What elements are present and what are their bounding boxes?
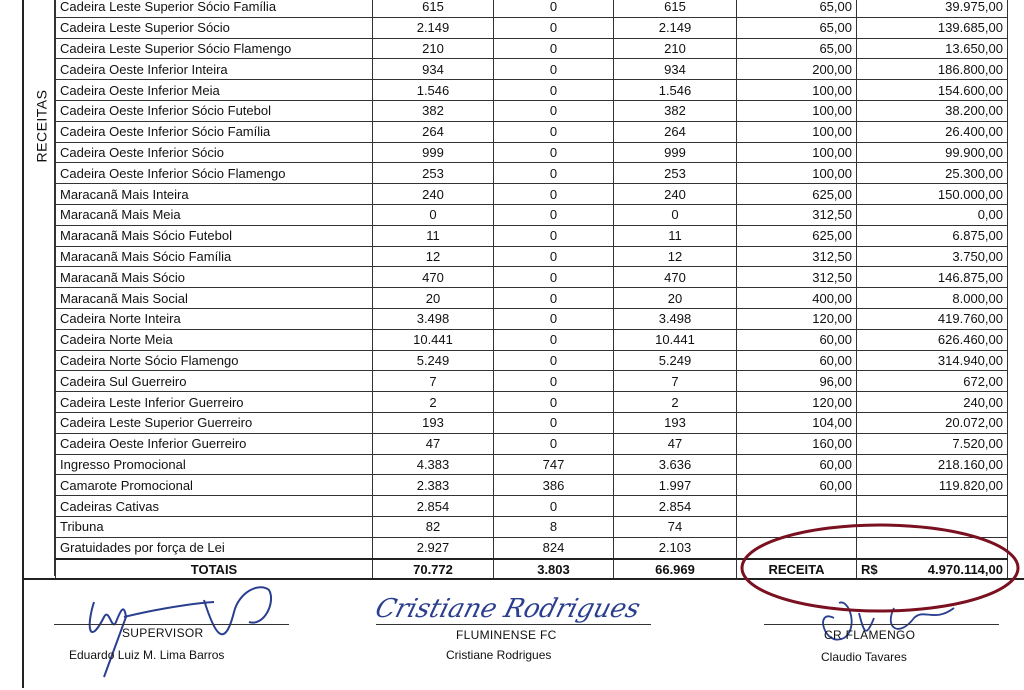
fluminense-role: FLUMINENSE FC [456,628,557,642]
table-row [56,38,1008,59]
row-qty-paid: 193 [614,412,737,433]
row-qty-free: 0 [494,288,614,309]
row-qty-free: 0 [494,38,614,59]
row-qty-total: 615 [373,0,494,17]
row-price: 65,00 [737,17,857,38]
row-name: Cadeira Oeste Inferior Sócio [56,142,373,163]
row-qty-total: 264 [373,121,494,142]
row-qty-paid: 3.498 [614,308,737,329]
row-qty-free: 0 [494,433,614,454]
row-price: 100,00 [737,142,857,163]
row-revenue: 26.400,00 [857,121,1008,142]
row-qty-paid: 3.636 [614,454,737,475]
row-name: Maracanã Mais Social [56,288,373,309]
row-revenue: 7.520,00 [857,433,1008,454]
row-name: Cadeira Norte Sócio Flamengo [56,350,373,371]
row-revenue: 146.875,00 [857,267,1008,288]
row-price: 100,00 [737,80,857,101]
supervisor-name: Eduardo Luiz M. Lima Barros [69,648,225,662]
row-qty-paid: 20 [614,288,737,309]
row-revenue [857,537,1008,558]
row-revenue: 38.200,00 [857,100,1008,121]
row-qty-paid: 1.997 [614,475,737,496]
row-qty-paid: 934 [614,59,737,80]
row-revenue: 25.300,00 [857,163,1008,184]
flamengo-signature-line [764,624,999,625]
row-name: Cadeira Sul Guerreiro [56,371,373,392]
row-revenue: 20.072,00 [857,412,1008,433]
row-qty-paid: 2.103 [614,537,737,558]
row-price: 312,50 [737,267,857,288]
row-name: Ingresso Promocional [56,454,373,475]
row-qty-total: 470 [373,267,494,288]
row-price [737,496,857,517]
row-name: Maracanã Mais Inteira [56,184,373,205]
table-row [56,433,1008,454]
row-qty-free: 0 [494,204,614,225]
row-qty-free: 0 [494,121,614,142]
row-price: 625,00 [737,184,857,205]
table-row [56,412,1008,433]
row-revenue [857,496,1008,517]
row-qty-total: 2 [373,392,494,413]
row-price: 104,00 [737,412,857,433]
row-qty-paid: 382 [614,100,737,121]
table-row [56,121,1008,142]
table-row [56,371,1008,392]
row-qty-total: 2.854 [373,496,494,517]
row-revenue: 39.975,00 [857,0,1008,17]
row-qty-total: 253 [373,163,494,184]
row-qty-total: 82 [373,516,494,537]
table-row [56,100,1008,121]
row-name: Cadeira Norte Meia [56,329,373,350]
row-qty-free: 0 [494,17,614,38]
row-name: Cadeira Leste Superior Sócio Flamengo [56,38,373,59]
row-qty-total: 20 [373,288,494,309]
row-qty-paid: 470 [614,267,737,288]
row-price: 100,00 [737,100,857,121]
row-price: 65,00 [737,0,857,17]
flamengo-role: CR FLAMENGO [824,628,916,642]
row-price [737,537,857,558]
row-revenue: 218.160,00 [857,454,1008,475]
currency-symbol: R$ [861,561,878,577]
row-price: 60,00 [737,475,857,496]
row-qty-paid: 2.854 [614,496,737,517]
row-qty-paid: 2 [614,392,737,413]
row-name: Maracanã Mais Sócio Futebol [56,225,373,246]
fluminense-signature-line [376,624,651,625]
row-price: 400,00 [737,288,857,309]
row-name: Cadeira Oeste Inferior Sócio Flamengo [56,163,373,184]
row-qty-free: 386 [494,475,614,496]
row-qty-paid: 999 [614,142,737,163]
row-qty-free: 8 [494,516,614,537]
row-qty-total: 240 [373,184,494,205]
row-qty-total: 2.927 [373,537,494,558]
table-row [56,184,1008,205]
row-qty-free: 0 [494,225,614,246]
row-qty-free: 0 [494,308,614,329]
row-qty-total: 11 [373,225,494,246]
totals-b: 3.803 [494,559,614,580]
row-name: Cadeira Leste Superior Guerreiro [56,412,373,433]
row-revenue [857,516,1008,537]
row-qty-paid: 74 [614,516,737,537]
row-qty-paid: 12 [614,246,737,267]
row-price: 100,00 [737,121,857,142]
table-row [56,59,1008,80]
supervisor-signature-line [54,624,289,625]
row-revenue: 99.900,00 [857,142,1008,163]
row-name: Cadeira Oeste Inferior Meia [56,80,373,101]
row-name: Cadeiras Cativas [56,496,373,517]
row-qty-free: 0 [494,392,614,413]
row-qty-free: 0 [494,142,614,163]
row-qty-total: 7 [373,371,494,392]
table-row [56,225,1008,246]
row-qty-free: 0 [494,163,614,184]
row-qty-free: 0 [494,267,614,288]
totals-label: TOTAIS [56,559,373,580]
table-row [56,350,1008,371]
row-qty-free: 0 [494,80,614,101]
table-row [56,204,1008,225]
row-qty-total: 47 [373,433,494,454]
table-row [56,163,1008,184]
table-row [56,329,1008,350]
table-row [56,267,1008,288]
row-name: Cadeira Oeste Inferior Sócio Futebol [56,100,373,121]
row-qty-total: 999 [373,142,494,163]
row-revenue: 0,00 [857,204,1008,225]
table-row [56,496,1008,517]
section-label [27,86,55,166]
table-row [56,17,1008,38]
row-revenue: 6.875,00 [857,225,1008,246]
row-price: 312,50 [737,204,857,225]
fluminense-name: Cristiane Rodrigues [446,648,552,662]
totals-c: 66.969 [614,559,737,580]
row-revenue: 119.820,00 [857,475,1008,496]
row-revenue: 240,00 [857,392,1008,413]
fluminense-handwritten-signature: Cristiane Rodrigues [371,594,644,624]
row-name: Cadeira Oeste Inferior Inteira [56,59,373,80]
table-row [56,537,1008,558]
table-row [56,475,1008,496]
row-price: 120,00 [737,308,857,329]
row-qty-paid: 240 [614,184,737,205]
row-qty-paid: 2.149 [614,17,737,38]
row-revenue: 13.650,00 [857,38,1008,59]
row-qty-total: 1.546 [373,80,494,101]
row-qty-free: 0 [494,0,614,17]
row-price: 100,00 [737,163,857,184]
row-qty-free: 0 [494,329,614,350]
row-qty-total: 382 [373,100,494,121]
row-qty-paid: 7 [614,371,737,392]
row-qty-total: 0 [373,204,494,225]
row-name: Cadeira Norte Inteira [56,308,373,329]
row-qty-total: 934 [373,59,494,80]
row-revenue: 139.685,00 [857,17,1008,38]
row-revenue: 626.460,00 [857,329,1008,350]
row-name: Maracanã Mais Sócio [56,267,373,288]
receita-label: RECEITA [737,559,857,580]
row-qty-free: 0 [494,246,614,267]
row-qty-free: 0 [494,371,614,392]
row-qty-total: 10.441 [373,329,494,350]
row-name: Maracanã Mais Meia [56,204,373,225]
table-row [56,288,1008,309]
row-name: Maracanã Mais Sócio Família [56,246,373,267]
row-qty-paid: 11 [614,225,737,246]
row-qty-paid: 210 [614,38,737,59]
row-price: 96,00 [737,371,857,392]
row-qty-paid: 10.441 [614,329,737,350]
row-price: 120,00 [737,392,857,413]
row-name: Camarote Promocional [56,475,373,496]
receita-total-cell [857,559,1008,580]
row-price: 65,00 [737,38,857,59]
row-revenue: 186.800,00 [857,59,1008,80]
row-name: Gratuidades por força de Lei [56,537,373,558]
row-price [737,516,857,537]
row-price: 312,50 [737,246,857,267]
row-revenue: 314.940,00 [857,350,1008,371]
flamengo-name: Claudio Tavares [821,650,907,664]
row-qty-total: 12 [373,246,494,267]
row-name: Tribuna [56,516,373,537]
table-row [56,392,1008,413]
row-name: Cadeira Leste Superior Sócio Família [56,0,373,17]
table-row [56,80,1008,101]
row-qty-free: 0 [494,350,614,371]
row-qty-total: 2.383 [373,475,494,496]
table-row [56,516,1008,537]
row-revenue: 154.600,00 [857,80,1008,101]
supervisor-role: SUPERVISOR [122,626,204,640]
row-qty-total: 210 [373,38,494,59]
row-qty-paid: 264 [614,121,737,142]
table-row [56,246,1008,267]
row-qty-total: 5.249 [373,350,494,371]
row-price: 200,00 [737,59,857,80]
row-qty-total: 2.149 [373,17,494,38]
row-revenue: 3.750,00 [857,246,1008,267]
row-price: 625,00 [737,225,857,246]
row-price: 60,00 [737,350,857,371]
table-row [56,308,1008,329]
row-qty-total: 4.383 [373,454,494,475]
revenue-table-body [56,0,1008,559]
totals-a: 70.772 [373,559,494,580]
row-qty-paid: 253 [614,163,737,184]
row-qty-total: 3.498 [373,308,494,329]
row-name: Cadeira Leste Inferior Guerreiro [56,392,373,413]
row-name: Cadeira Oeste Inferior Guerreiro [56,433,373,454]
row-qty-free: 0 [494,100,614,121]
row-qty-paid: 1.546 [614,80,737,101]
table-row [56,0,1008,17]
row-price: 60,00 [737,329,857,350]
row-qty-paid: 47 [614,433,737,454]
receita-value: 4.970.114,00 [927,561,1003,577]
row-qty-free: 824 [494,537,614,558]
row-qty-free: 0 [494,496,614,517]
row-revenue: 419.760,00 [857,308,1008,329]
row-price: 160,00 [737,433,857,454]
row-qty-paid: 615 [614,0,737,17]
row-qty-free: 0 [494,184,614,205]
row-revenue: 672,00 [857,371,1008,392]
signature-footer [24,578,1024,690]
row-price: 60,00 [737,454,857,475]
revenue-table [55,0,1008,580]
table-row [56,142,1008,163]
row-qty-free: 0 [494,59,614,80]
row-qty-paid: 0 [614,204,737,225]
row-name: Cadeira Leste Superior Sócio [56,17,373,38]
row-revenue: 8.000,00 [857,288,1008,309]
row-revenue: 150.000,00 [857,184,1008,205]
section-label-text: RECEITAS [33,89,50,163]
row-qty-total: 193 [373,412,494,433]
table-row [56,454,1008,475]
row-qty-free: 747 [494,454,614,475]
row-qty-free: 0 [494,412,614,433]
row-name: Cadeira Oeste Inferior Sócio Família [56,121,373,142]
row-qty-paid: 5.249 [614,350,737,371]
